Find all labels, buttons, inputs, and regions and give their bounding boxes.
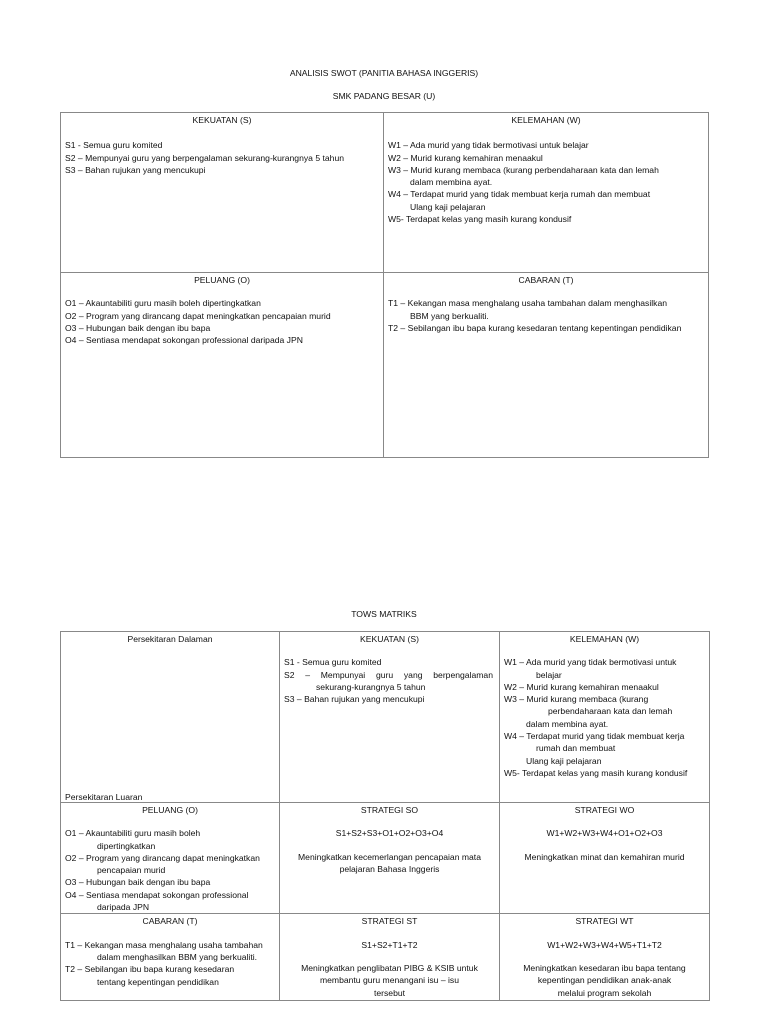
tows-weakness-w1-cont: belajar: [536, 669, 562, 680]
tows-opportunities-cell: [61, 803, 280, 914]
strategi-wt-header: STRATEGI WT: [575, 916, 634, 927]
weakness-w2: W2 – Murid kurang kemahiran menaakul: [388, 152, 543, 163]
tows-threat-t1-cont: dalam menghasilkan BBM yang berkualiti.: [97, 951, 258, 962]
tows-corner-cell: [61, 632, 280, 803]
strategi-st-text: Meningkatkan penglibatan PIBG & KSIB untuk: [301, 962, 478, 973]
tows-strengths-header: KEKUATAN (S): [360, 634, 419, 644]
tows-strength-s3: S3 – Bahan rujukan yang mencukupi: [284, 694, 425, 705]
strategi-so-header: STRATEGI SO: [360, 805, 419, 815]
strategi-wt-text-cont: kepentingan pendidikan anak-anak: [537, 975, 672, 986]
strategi-wt-cell: [500, 914, 710, 1001]
swot-opportunities-cell: [60, 272, 384, 458]
weakness-w1: W1 – Ada murid yang tidak bermotivasi untuk belajar: [388, 140, 589, 151]
strategi-wo-formula: W1+W2+W3+W4+O1+O2+O3: [546, 828, 663, 839]
strategi-wt-formula: W1+W2+W3+W4+W5+T1+T2: [547, 939, 662, 950]
weaknesses-header: KELEMAHAN (W): [511, 115, 581, 125]
swot-threats-cell: [383, 272, 709, 458]
threat-t2: T2 – Sebilangan ibu bapa kurang kesedaran tentang kepentingan pendidikan: [388, 322, 682, 333]
tows-opportunity-o2: O2 – Program yang dirancang dapat meningkatkan: [65, 852, 260, 863]
tows-title: TOWS MATRIKS: [351, 609, 417, 619]
strengths-header: KEKUATAN (S): [192, 115, 252, 125]
tows-opportunity-o4-cont: daripada JPN: [97, 902, 150, 913]
tows-threat-t2-cont: tentang kepentingan pendidikan: [97, 976, 219, 987]
external-environment-label: Persekitaran Luaran: [65, 791, 143, 802]
strength-s2: S2 – Mempunyai guru yang berpengalaman sekurang-kurangnya 5 tahun: [65, 152, 345, 163]
opportunity-o1: O1 – Akauntabiliti guru masih boleh dipertingkatkan: [65, 298, 261, 309]
opportunity-o3: O3 – Hubungan baik dengan ibu bapa: [65, 322, 211, 333]
strategi-wo-cell: [500, 803, 710, 914]
weakness-w3-cont: dalam membina ayat.: [410, 177, 493, 188]
tows-threat-t2: T2 – Sebilangan ibu bapa kurang kesedaran: [65, 964, 235, 975]
document-title: ANALISIS SWOT (PANITIA BAHASA INGGERIS): [289, 68, 479, 78]
tows-strength-s2-cont: sekurang-kurangnya 5 tahun: [316, 681, 426, 692]
tows-threats-header: CABARAN (T): [142, 916, 198, 927]
school-name: SMK PADANG BESAR (U): [332, 91, 436, 101]
tows-weakness-w4: W4 – Terdapat murid yang tidak membuat kerja: [504, 731, 685, 742]
strategi-wo-header: STRATEGI WO: [574, 805, 635, 815]
strategi-so-text: Meningkatkan kecemerlangan pencapaian mata: [298, 851, 481, 862]
strategi-st-cell: [280, 914, 500, 1001]
strategi-so-text-cont: pelajaran Bahasa Inggeris: [339, 863, 440, 874]
internal-environment-label: Persekitaran Dalaman: [127, 634, 213, 644]
tows-opportunity-o2-cont: pencapaian murid: [97, 865, 166, 876]
strategi-st-text-cont: membantu guru menangani isu – isu: [319, 975, 459, 986]
swot-strengths-cell: [60, 112, 384, 273]
threats-header: CABARAN (T): [518, 275, 574, 285]
tows-weakness-w4-cont2: Ulang kaji pelajaran: [526, 755, 602, 766]
tows-strength-s2: S2 – Mempunyai guru yang berpengalaman: [284, 669, 493, 680]
tows-weakness-w5: W5- Terdapat kelas yang masih kurang kondusif: [504, 767, 688, 778]
tows-opportunity-o1: O1 – Akauntabiliti guru masih boleh: [65, 828, 201, 839]
strategi-so-formula: S1+S2+S3+O1+O2+O3+O4: [335, 828, 444, 839]
tows-opportunity-o1-cont: dipertingkatkan: [97, 840, 156, 851]
tows-opportunity-o4: O4 – Sentiasa mendapat sokongan professional: [65, 889, 249, 900]
weakness-w4: W4 – Terdapat murid yang tidak membuat kerja rumah dan membuat: [388, 189, 651, 200]
tows-weakness-w4-cont: rumah dan membuat: [536, 743, 616, 754]
tows-weakness-w2: W2 – Murid kurang kemahiran menaakul: [504, 681, 659, 692]
opportunities-header: PELUANG (O): [194, 275, 250, 285]
tows-weakness-w3-cont: perbendaharaan kata dan lemah: [548, 706, 673, 717]
weakness-w5: W5- Terdapat kelas yang masih kurang kondusif: [388, 214, 572, 225]
tows-matrix: [60, 631, 710, 1001]
tows-strength-s1: S1 - Semua guru komited: [284, 657, 382, 668]
tows-strengths-cell: [280, 632, 500, 803]
strategi-st-header: STRATEGI ST: [361, 916, 418, 927]
tows-weakness-w3: W3 – Murid kurang membaca (kurang: [504, 694, 649, 705]
strength-s1: S1 - Semua guru komited: [65, 140, 163, 151]
tows-threats-cell: [61, 914, 280, 1001]
threat-t1-cont: BBM yang berkualiti.: [410, 310, 489, 321]
strategi-wt-text-cont2: melalui program sekolah: [557, 987, 652, 998]
opportunity-o4: O4 – Sentiasa mendapat sokongan professional daripada JPN: [65, 335, 303, 346]
strategi-wt-text: Meningkatkan kesedaran ibu bapa tentang: [523, 962, 686, 973]
tows-opportunity-o3: O3 – Hubungan baik dengan ibu bapa: [65, 877, 211, 888]
strength-s3: S3 – Bahan rujukan yang mencukupi: [65, 164, 206, 175]
tows-weaknesses-cell: [500, 632, 710, 803]
strategi-wo-text: Meningkatkan minat dan kemahiran murid: [524, 851, 685, 862]
strategi-st-formula: S1+S2+T1+T2: [361, 939, 418, 950]
tows-weakness-w1: W1 – Ada murid yang tidak bermotivasi untuk: [504, 657, 677, 668]
threat-t1: T1 – Kekangan masa menghalang usaha tambahan dalam menghasilkan: [388, 298, 668, 309]
strategi-st-text-cont2: tersebut: [373, 987, 406, 998]
weakness-w4-cont: Ulang kaji pelajaran: [410, 201, 486, 212]
swot-weaknesses-cell: [383, 112, 709, 273]
weakness-w3: W3 – Murid kurang membaca (kurang perbendaharaan kata dan lemah: [388, 164, 659, 175]
opportunity-o2: O2 – Program yang dirancang dapat meningkatkan pencapaian murid: [65, 310, 331, 321]
tows-threat-t1: T1 – Kekangan masa menghalang usaha tambahan: [65, 939, 263, 950]
tows-weaknesses-header: KELEMAHAN (W): [569, 634, 640, 644]
strategi-so-cell: [280, 803, 500, 914]
tows-weakness-w3-cont2: dalam membina ayat.: [526, 718, 609, 729]
tows-opportunities-header: PELUANG (O): [142, 805, 198, 815]
